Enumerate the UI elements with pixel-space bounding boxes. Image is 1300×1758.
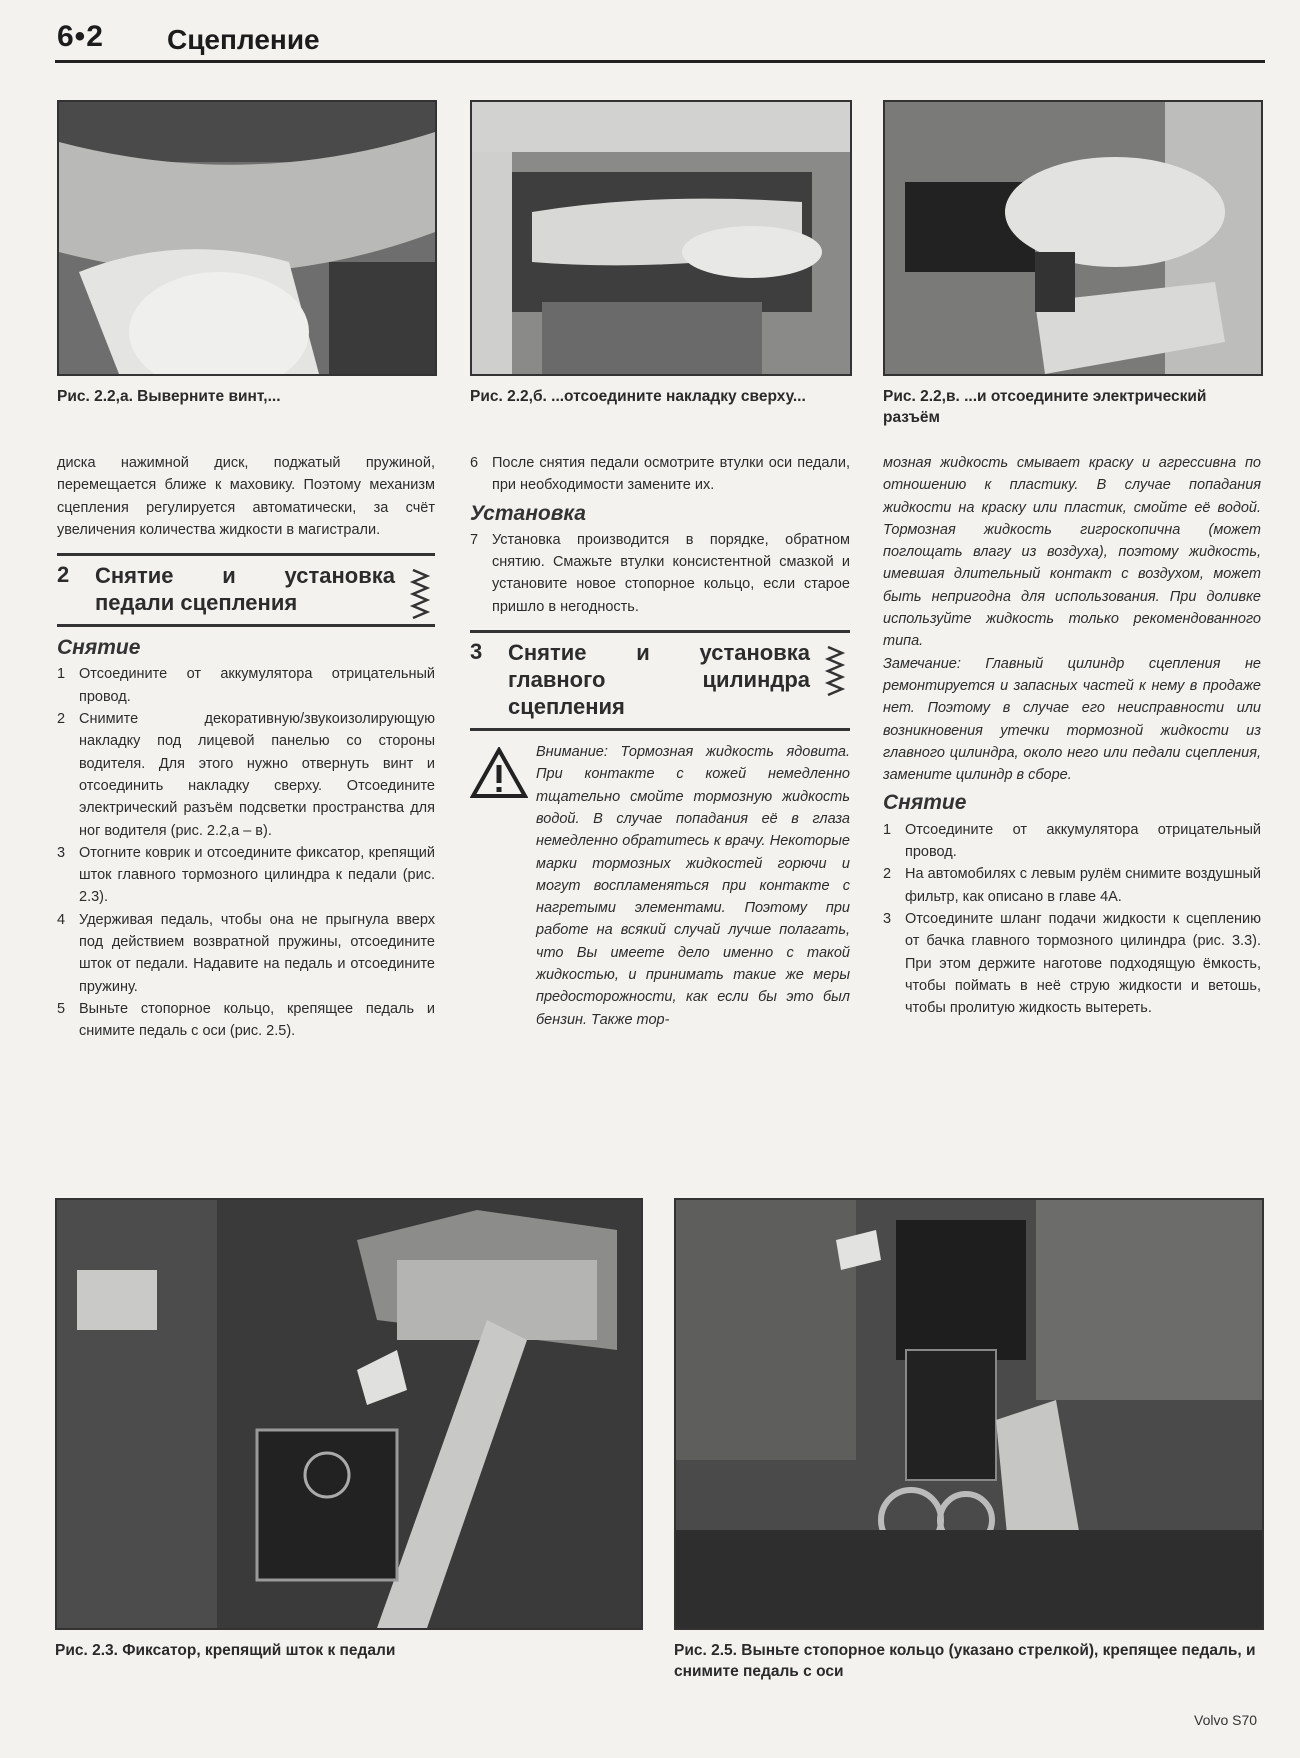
step-number: 1 xyxy=(57,666,66,683)
caption-fig-2-5: Рис. 2.5. Выньте стопорное кольцо (указано стрелкой), крепящее педаль, и снимите педаль с оси xyxy=(674,1642,1256,1680)
step-number: 2 xyxy=(883,866,892,883)
step-number: 2 xyxy=(57,711,66,728)
section-2-number: 2 xyxy=(57,562,70,588)
chapter-title: Сцепление xyxy=(167,24,320,55)
step-text: После снятия педали осмотрите втулки оси педали, при необходимости замените их. xyxy=(492,455,850,494)
step-text: На автомобилях с левым рулём снимите воздушный фильтр, как описано в главе 4А. xyxy=(905,866,1261,905)
warning-text: Внимание: Тормозная жидкость ядовита. При контакте с кожей немедленно тщательно смойте тормозную жидкость водой. В случае попадания её в глаза немедленно обратитесь к врачу. Некоторые марки тормозных жидкостей горючи и могут воспламеняться при контакте с нагретыми элементами. Поэтому при работе на всякий случай лучше полагать, что Вы имеете дело именно с такой жидкостью, и принимать такие же меры предосторожности, как если бы это был бензин. Также тор- xyxy=(536,744,850,1028)
col2-step-7 xyxy=(470,529,850,618)
wrench-difficulty-icon xyxy=(824,641,846,703)
photo-fig-2-2b xyxy=(470,100,852,376)
photo-fig-2-5 xyxy=(674,1198,1264,1630)
warning-triangle-icon xyxy=(470,747,528,799)
section-3-title: Снятие и установка главного цилиндра сцепления xyxy=(508,640,810,720)
column-1 xyxy=(57,452,435,1043)
step-number: 3 xyxy=(883,910,892,927)
wrench-difficulty-icon xyxy=(409,564,431,626)
col2-install-heading: Установка xyxy=(470,501,586,525)
step-number: 5 xyxy=(57,1000,66,1017)
page-header xyxy=(55,18,1265,63)
col2-step-6 xyxy=(470,452,850,497)
col1-step-4 xyxy=(57,909,435,998)
section-3-number: 3 xyxy=(470,639,483,665)
step-text: Отогните коврик и отсоедините фиксатор, крепящий шток главного тормозного цилиндра к педали (рис. 2.3). xyxy=(79,844,435,906)
step-number: 1 xyxy=(883,821,892,838)
col1-step-2 xyxy=(57,708,435,842)
step-number: 3 xyxy=(57,844,66,861)
col1-removal-heading: Снятие xyxy=(57,636,141,660)
step-text: Снимите декоративную/звукоизолирующую накладку под лицевой панелью со стороны водителя. Для этого нужно отвернуть винт и отсоединить накладку сверху. Отсоедините электрический разъём подсветки пространства для ног водителя (рис. 2.2,а – в). xyxy=(79,711,435,839)
column-2 xyxy=(470,452,850,1031)
step-text: Удерживая педаль, чтобы она не прыгнула вверх под действием возвратной пружины, отсоедините шток от педали. Надавите на педаль и отсоедините пружину. xyxy=(79,911,435,995)
caption-fig-2-2c: Рис. 2.2,в. ...и отсоедините электрический разъём xyxy=(883,388,1207,426)
section-2-title: Снятие и установка педали сцепления xyxy=(95,563,395,616)
step-number: 7 xyxy=(470,531,479,548)
section-3-heading xyxy=(470,630,850,731)
col3-removal-heading: Снятие xyxy=(883,791,967,815)
step-text: Отсоедините шланг подачи жидкости к сцеплению от бачка главного тормозного цилиндра (рис. 3.3). При этом держите наготове подходящую ёмкость, чтобы поймать в неё струю жидкости и ветошь, чтобы пролитую жидкость вытереть. xyxy=(905,910,1261,1017)
step-number: 6 xyxy=(470,455,479,471)
step-text: Отсоедините от аккумулятора отрицательный провод. xyxy=(905,821,1261,861)
step-text: Выньте стопорное кольцо, крепящее педаль и снимите педаль с оси (рис. 2.5). xyxy=(79,1000,435,1040)
photo-fig-2-3 xyxy=(55,1198,643,1630)
col3-step-3 xyxy=(883,908,1261,1019)
col3-step-2 xyxy=(883,863,1261,908)
warning-continued: мозная жидкость смывает краску и агрессивна по отношению к пластику. В случае попадания жидкости на краску или пластик, смойте её водой. Тормозная жидкость гигроскопична (может поглощать влагу из воздуха), поэтому жидкость, имевшая длительный контакт с воздухом, может быть непригодна для использования. При доливке используйте жидкость только рекомендованного типа. xyxy=(883,455,1261,650)
col1-step-1 xyxy=(57,663,435,708)
col3-step-1 xyxy=(883,819,1261,864)
footer-brand: Volvo S70 xyxy=(1194,1712,1258,1728)
photo-fig-2-2c xyxy=(883,100,1263,376)
warning-block xyxy=(470,741,850,1031)
photo-fig-2-2a xyxy=(57,100,437,376)
col1-step-5 xyxy=(57,998,435,1043)
step-text: Установка производится в порядке, обратном снятию. Смажьте втулки консистентной смазкой и установите новое стопорное кольцо, если старое пришло в негодность. xyxy=(492,531,850,615)
caption-fig-2-3: Рис. 2.3. Фиксатор, крепящий шток к педали xyxy=(55,1642,396,1659)
step-number: 4 xyxy=(57,911,66,928)
page-number: 6•2 xyxy=(57,20,104,53)
caption-fig-2-2a: Рис. 2.2,а. Выверните винт,... xyxy=(57,388,281,405)
caption-fig-2-2b: Рис. 2.2,б. ...отсоедините накладку сверху... xyxy=(470,388,806,405)
col1-intro: диска нажимной диск, поджатый пружиной, перемещается ближе к маховику. Поэтому механизм сцепления регулируется автоматически, за счёт увеличения количества жидкости в магистрали. xyxy=(57,455,435,538)
step-text: Отсоедините от аккумулятора отрицательный провод. xyxy=(79,666,435,705)
section-2-heading xyxy=(57,553,435,627)
column-3 xyxy=(883,452,1261,1019)
note-text: Замечание: Главный цилиндр сцепления не ремонтируется и запасных частей к нему в продаже нет. Поэтому в случае его неисправности или возникновения утечки тормозной жидкости из главного цилиндра, около него или педали сцепления, замените цилиндр в сборе. xyxy=(883,655,1261,784)
col1-step-3 xyxy=(57,842,435,909)
